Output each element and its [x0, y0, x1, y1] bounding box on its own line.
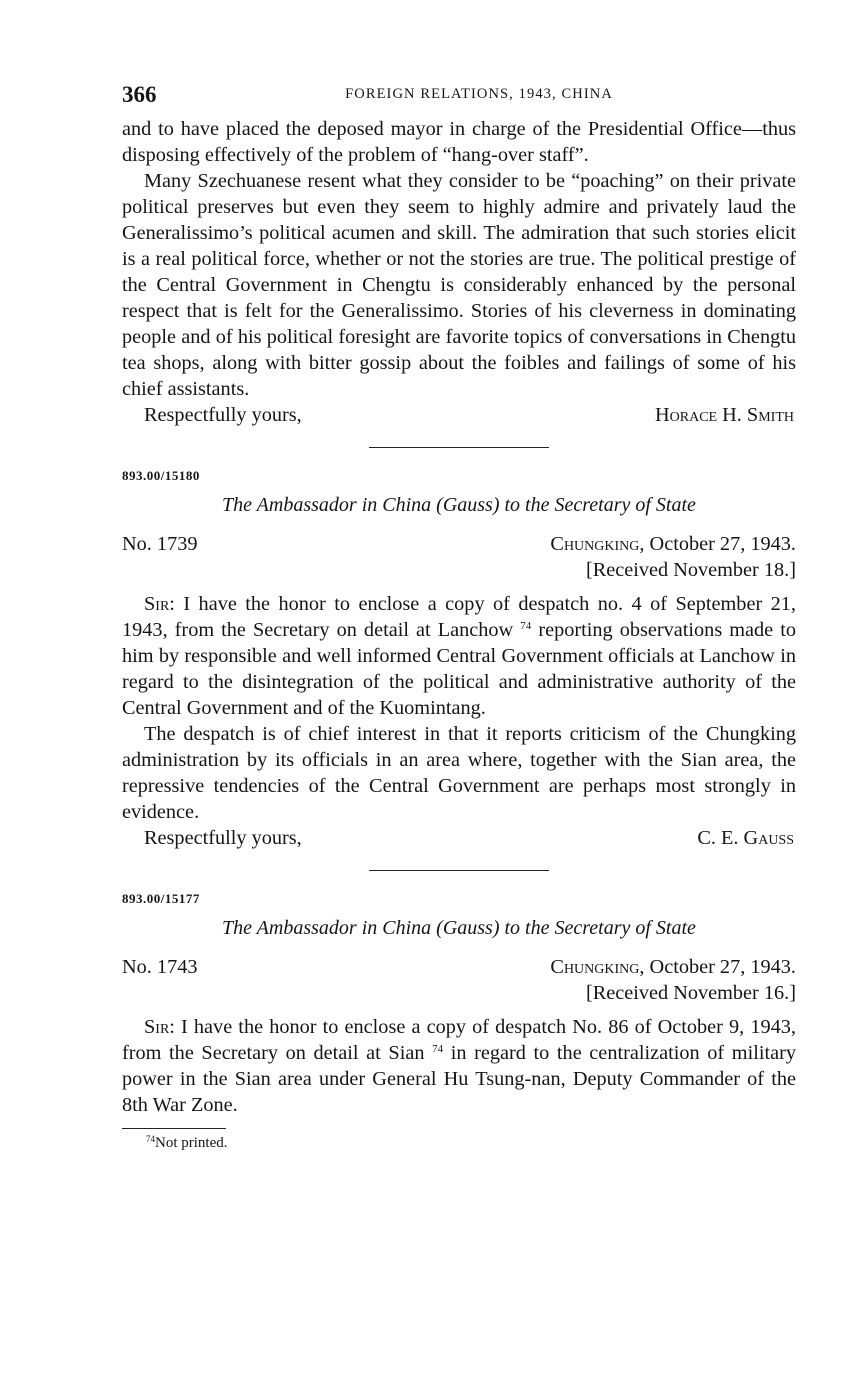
- closing-text: Respectfully yours,: [144, 827, 302, 849]
- closing-line: [122, 402, 796, 428]
- title-part: to the Secretary of State: [504, 494, 696, 516]
- salutation: Sir: [144, 593, 170, 615]
- signature: Horace H. Smith: [654, 404, 794, 426]
- despatch-meta: [122, 954, 796, 1006]
- despatch-number: No. 1743: [122, 956, 198, 978]
- date: October 27, 1943.: [649, 956, 796, 978]
- file-number: 893.00/15177: [122, 891, 200, 906]
- paragraph: The despatch is of chief interest in that it reports criticism of the Chungking administration by its officials in an area where, together with the Sian area, the repressive tendencies of the Central Government are perhaps most strongly in evidence.: [122, 723, 796, 823]
- page-number: 366: [122, 82, 157, 107]
- date: October 27, 1943.: [649, 533, 796, 555]
- salutation: Sir: [144, 1016, 170, 1038]
- title-part: The Ambassador in China: [222, 917, 432, 939]
- footnote-ref: 74: [432, 1043, 444, 1055]
- continued-paragraph: and to have placed the deposed mayor in charge of the Presidential Office—thus disposing effectively of the problem of “hang-over staff”.: [122, 118, 796, 166]
- title-name: (Gauss): [436, 917, 500, 939]
- document-title: [122, 917, 796, 940]
- place: Chungking,: [550, 533, 645, 555]
- paragraph: [122, 591, 796, 721]
- title-name: (Gauss): [436, 494, 500, 516]
- despatch-meta: [122, 531, 796, 583]
- place-date: [550, 954, 796, 980]
- place: Chungking,: [550, 956, 645, 978]
- paragraph-text: : I have the honor to enclose a copy of despatch No. 86 of October 9, 1943, from the Secretary on detail at Sian: [122, 1016, 796, 1064]
- received-date: [Received November 18.]: [585, 559, 796, 581]
- place-date: [550, 531, 796, 557]
- running-title: FOREIGN RELATIONS, 1943, CHINA: [345, 86, 613, 102]
- title-part: to the Secretary of State: [504, 917, 696, 939]
- footnote-text: Not printed.: [155, 1135, 228, 1151]
- paragraph-text: : I have the honor to enclose a copy of despatch no. 4 of September 21, 1943, from the Secretary on detail at Lanchow: [122, 593, 796, 641]
- received-date: [Received November 16.]: [585, 982, 796, 1004]
- despatch-number: No. 1739: [122, 533, 198, 555]
- footnote-marker: 74: [146, 1134, 155, 1144]
- footnote: [122, 1133, 796, 1153]
- closing-line: [122, 825, 796, 851]
- signature: C. E. Gauss: [697, 827, 794, 849]
- paragraph-text: in regard to the centralization of military power in the Sian area under General Hu Tsung-nan, Deputy Commander of the 8th War Zone.: [122, 1042, 797, 1116]
- page-header: [122, 80, 796, 116]
- document-title: [122, 494, 796, 517]
- document-page: [122, 80, 796, 1153]
- footnote-ref: 74: [520, 620, 532, 632]
- paragraph-text: reporting observations made to him by responsible and well informed Central Government officials at Lanchow in regard to the disintegration of the political and administrative authority of the Central Government and of the Kuomintang.: [122, 619, 797, 719]
- title-part: The Ambassador in China: [222, 494, 432, 516]
- closing-text: Respectfully yours,: [144, 404, 302, 426]
- paragraph: [122, 1014, 796, 1118]
- paragraph: Many Szechuanese resent what they consider to be “poaching” on their private political preserves but even they seem to highly admire and privately laud the Generalissimo’s political acumen and skill. The admiration that such stories elicit is a real political force, whether or not the stories are true. The political prestige of the Central Government in Chengtu is considerably enhanced by the personal respect that is felt for the Generalissimo. Stories of his cleverness in dominating people and of his political foresight are favorite topics of conversations in Chengtu tea shops, along with bitter gossip about the foibles and failings of some of his chief assistants.: [122, 170, 796, 400]
- file-number: 893.00/15180: [122, 468, 200, 483]
